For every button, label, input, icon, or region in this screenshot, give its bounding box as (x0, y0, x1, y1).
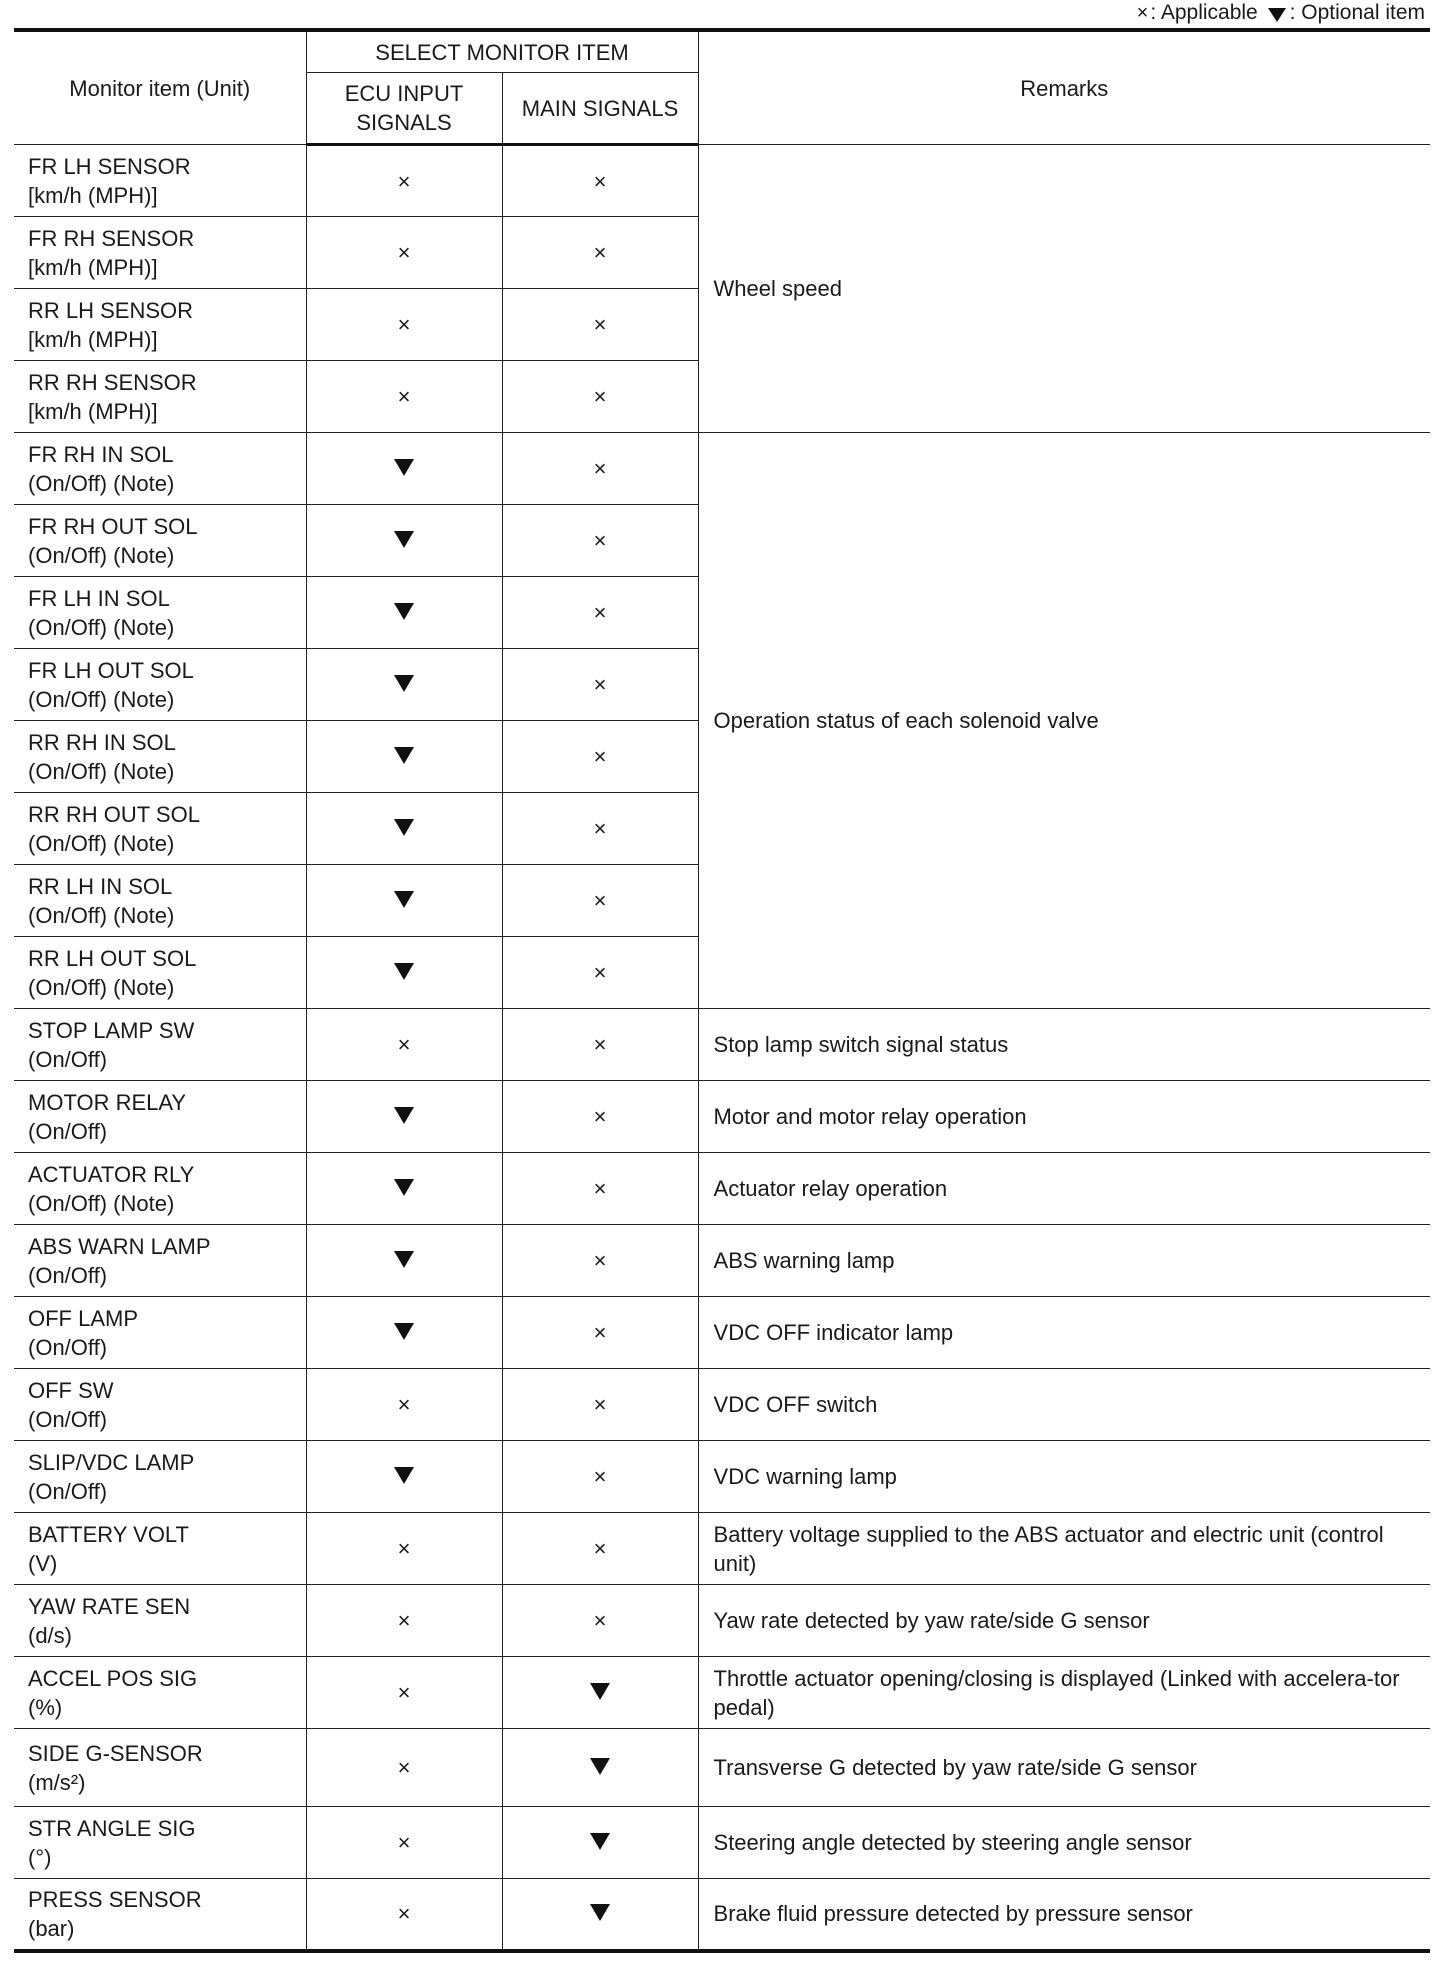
ecu-input-signals-mark (306, 649, 502, 721)
remarks-cell: VDC OFF indicator lamp (698, 1297, 1430, 1369)
monitor-item-unit: (bar) (28, 1915, 75, 1941)
optional-item-icon (394, 1467, 414, 1484)
monitor-item-unit: (On/Off) (28, 1262, 108, 1288)
table-row (14, 1009, 1430, 1081)
applicable-symbol: × (1136, 2, 1149, 24)
monitor-item-unit: (d/s) (28, 1622, 72, 1648)
optional-item-icon (394, 891, 414, 908)
monitor-item-cell (14, 433, 306, 505)
table-row (14, 1879, 1430, 1951)
monitor-item-name: ACTUATOR RLY (28, 1161, 195, 1187)
remarks-cell: VDC warning lamp (698, 1441, 1430, 1513)
ecu-input-signals-mark (306, 1513, 502, 1585)
monitor-item-name: FR LH IN SOL (28, 585, 170, 611)
remarks-cell: Motor and motor relay operation (698, 1081, 1430, 1153)
remarks-cell: ABS warning lamp (698, 1225, 1430, 1297)
monitor-item-unit: (On/Off) (Note) (28, 902, 175, 928)
applicable-icon: × (397, 1536, 411, 1561)
monitor-item-name: ACCEL POS SIG (28, 1665, 198, 1691)
applicable-icon: × (593, 1536, 607, 1561)
optional-item-icon (394, 1323, 414, 1340)
monitor-item-name: RR RH SENSOR (28, 369, 197, 395)
main-signals-mark (502, 1585, 698, 1657)
monitor-item-name: RR LH SENSOR (28, 297, 194, 323)
ecu-input-line1: ECU INPUT (344, 81, 464, 106)
monitor-item-name: YAW RATE SEN (28, 1593, 191, 1619)
optional-item-icon (394, 603, 414, 620)
applicable-icon: × (593, 600, 607, 625)
table-row (14, 1369, 1430, 1441)
monitor-item-name: FR LH SENSOR (28, 153, 191, 179)
monitor-item-unit: (On/Off) (28, 1118, 108, 1144)
applicable-icon: × (593, 1320, 607, 1345)
select-monitor-item-header: SELECT MONITOR ITEM (306, 30, 698, 73)
ecu-input-signals-mark (306, 1441, 502, 1513)
monitor-item-name: FR RH SENSOR (28, 225, 195, 251)
ecu-input-signals-mark (306, 361, 502, 433)
ecu-input-signals-mark (306, 1369, 502, 1441)
monitor-item-unit: (On/Off) (Note) (28, 974, 175, 1000)
optional-item-icon (394, 1251, 414, 1268)
main-signals-mark (502, 1729, 698, 1807)
main-signals-mark (502, 1009, 698, 1081)
main-signals-mark (502, 145, 698, 217)
remarks-cell: Actuator relay operation (698, 1153, 1430, 1225)
monitor-item-unit: (On/Off) (Note) (28, 1190, 175, 1216)
ecu-input-signals-mark (306, 1657, 502, 1729)
monitor-item-unit: (m/s²) (28, 1769, 86, 1795)
ecu-input-signals-mark (306, 289, 502, 361)
ecu-input-signals-mark (306, 1807, 502, 1879)
main-signals-mark (502, 1225, 698, 1297)
monitor-item-cell (14, 217, 306, 289)
ecu-input-signals-mark (306, 505, 502, 577)
main-signals-mark (502, 1879, 698, 1951)
monitor-item-name: MOTOR RELAY (28, 1089, 187, 1115)
monitor-item-unit: (On/Off) (Note) (28, 758, 175, 784)
applicable-icon: × (593, 1392, 607, 1417)
remarks-cell: Transverse G detected by yaw rate/side G sensor (698, 1729, 1430, 1807)
monitor-item-cell (14, 1153, 306, 1225)
optional-item-icon (394, 459, 414, 476)
monitor-item-cell (14, 505, 306, 577)
monitor-table (14, 28, 1430, 1953)
monitor-item-cell (14, 145, 306, 217)
ecu-input-signals-mark (306, 577, 502, 649)
ecu-input-line2: SIGNALS (356, 110, 452, 135)
monitor-item-unit: (V) (28, 1550, 58, 1576)
applicable-icon: × (397, 1680, 411, 1705)
remarks-cell: Wheel speed (698, 145, 1430, 433)
ecu-input-signals-header (306, 73, 502, 145)
monitor-item-cell (14, 1009, 306, 1081)
ecu-input-signals-mark (306, 1729, 502, 1807)
remarks-cell: Brake fluid pressure detected by pressure sensor (698, 1879, 1430, 1951)
applicable-icon: × (593, 1464, 607, 1489)
table-row (14, 1513, 1430, 1585)
ecu-input-signals-mark (306, 433, 502, 505)
monitor-item-name: RR RH OUT SOL (28, 801, 200, 827)
main-signals-mark (502, 433, 698, 505)
table-row (14, 1081, 1430, 1153)
applicable-icon: × (593, 528, 607, 553)
monitor-item-name: RR RH IN SOL (28, 729, 176, 755)
applicable-icon: × (593, 168, 607, 194)
table-row (14, 1441, 1430, 1513)
applicable-icon: × (397, 1608, 411, 1633)
main-signals-mark (502, 289, 698, 361)
table-body (14, 145, 1430, 1951)
ecu-input-signals-mark (306, 1009, 502, 1081)
applicable-label: : Applicable (1150, 1, 1258, 24)
table-row (14, 1225, 1430, 1297)
main-signals-mark (502, 865, 698, 937)
monitor-item-unit: (On/Off) (28, 1334, 108, 1360)
table-row (14, 145, 1430, 217)
applicable-icon: × (593, 1176, 607, 1201)
table-header (14, 30, 1430, 145)
remarks-cell: Yaw rate detected by yaw rate/side G sensor (698, 1585, 1430, 1657)
monitor-item-cell (14, 1369, 306, 1441)
optional-item-icon (394, 675, 414, 692)
applicable-icon: × (397, 1392, 411, 1417)
monitor-item-name: FR RH OUT SOL (28, 513, 198, 539)
monitor-item-unit: (On/Off) (Note) (28, 686, 175, 712)
table-row (14, 1153, 1430, 1225)
applicable-icon: × (593, 384, 607, 409)
remarks-cell: VDC OFF switch (698, 1369, 1430, 1441)
monitor-item-cell (14, 1297, 306, 1369)
main-signals-mark (502, 217, 698, 289)
ecu-input-signals-mark (306, 217, 502, 289)
monitor-item-name: STOP LAMP SW (28, 1017, 195, 1043)
applicable-icon: × (593, 960, 607, 985)
monitor-item-cell (14, 1081, 306, 1153)
applicable-icon: × (593, 1248, 607, 1273)
applicable-icon: × (397, 168, 411, 194)
optional-item-icon (590, 1758, 610, 1775)
applicable-icon: × (593, 888, 607, 913)
remarks-header: Remarks (698, 30, 1430, 145)
monitor-item-cell (14, 1225, 306, 1297)
main-signals-mark (502, 505, 698, 577)
applicable-icon: × (397, 1032, 411, 1057)
monitor-item-unit: [km/h (MPH)] (28, 254, 158, 280)
main-signals-mark (502, 721, 698, 793)
monitor-item-unit: (On/Off) (Note) (28, 614, 175, 640)
monitor-item-cell (14, 1729, 306, 1807)
main-signals-mark (502, 1807, 698, 1879)
table-row (14, 433, 1430, 505)
main-signals-mark (502, 649, 698, 721)
monitor-item-unit: (°) (28, 1844, 52, 1870)
main-signals-mark (502, 1297, 698, 1369)
applicable-icon: × (593, 816, 607, 841)
optional-item-icon (590, 1904, 610, 1921)
monitor-item-name: RR LH OUT SOL (28, 945, 197, 971)
monitor-item-unit: (On/Off) (Note) (28, 470, 175, 496)
table-row (14, 1807, 1430, 1879)
monitor-item-cell (14, 865, 306, 937)
monitor-item-name: BATTERY VOLT (28, 1521, 189, 1547)
monitor-item-name: SLIP/VDC LAMP (28, 1449, 195, 1475)
monitor-item-cell (14, 289, 306, 361)
main-signals-mark (502, 1441, 698, 1513)
main-signals-mark (502, 1513, 698, 1585)
main-signals-mark (502, 577, 698, 649)
monitor-item-name: PRESS SENSOR (28, 1886, 202, 1912)
monitor-item-cell (14, 649, 306, 721)
optional-item-icon (394, 963, 414, 980)
monitor-item-cell (14, 1657, 306, 1729)
ecu-input-signals-mark (306, 1225, 502, 1297)
applicable-icon: × (397, 1901, 411, 1927)
main-signals-mark (502, 1153, 698, 1225)
remarks-cell: Steering angle detected by steering angle sensor (698, 1807, 1430, 1879)
monitor-item-cell (14, 721, 306, 793)
monitor-item-unit: (On/Off) (Note) (28, 830, 175, 856)
applicable-icon: × (593, 1032, 607, 1057)
applicable-icon: × (593, 672, 607, 697)
optional-item-icon (394, 1179, 414, 1196)
ecu-input-signals-mark (306, 937, 502, 1009)
monitor-item-name: ABS WARN LAMP (28, 1233, 211, 1259)
monitor-item-unit: (On/Off) (Note) (28, 542, 175, 568)
monitor-item-cell (14, 793, 306, 865)
main-signals-mark (502, 361, 698, 433)
monitor-item-unit: [km/h (MPH)] (28, 398, 158, 424)
monitor-item-cell (14, 1513, 306, 1585)
table-row (14, 1585, 1430, 1657)
applicable-icon: × (593, 312, 607, 337)
table-row (14, 1729, 1430, 1807)
monitor-item-unit: (On/Off) (28, 1046, 108, 1072)
monitor-item-cell (14, 1585, 306, 1657)
monitor-item-unit: [km/h (MPH)] (28, 326, 158, 352)
main-signals-mark (502, 1081, 698, 1153)
main-signals-mark (502, 793, 698, 865)
optional-item-icon (394, 819, 414, 836)
applicable-icon: × (593, 744, 607, 769)
table-row (14, 1657, 1430, 1729)
optional-item-icon (394, 747, 414, 764)
applicable-icon: × (593, 1104, 607, 1129)
ecu-input-signals-mark (306, 1153, 502, 1225)
remarks-cell: Throttle actuator opening/closing is displayed (Linked with accelera-tor pedal) (698, 1657, 1430, 1729)
applicable-icon: × (593, 1608, 607, 1633)
monitor-item-name: FR RH IN SOL (28, 441, 174, 467)
main-signals-header: MAIN SIGNALS (502, 73, 698, 145)
monitor-item-unit: (%) (28, 1694, 63, 1720)
ecu-input-signals-mark (306, 1879, 502, 1951)
ecu-input-signals-mark (306, 793, 502, 865)
monitor-item-cell (14, 1879, 306, 1951)
monitor-item-name: FR LH OUT SOL (28, 657, 194, 683)
optional-label: : Optional item (1289, 1, 1425, 24)
legend (1137, 0, 1425, 26)
monitor-item-name: OFF SW (28, 1377, 114, 1403)
ecu-input-signals-mark (306, 721, 502, 793)
ecu-input-signals-mark (306, 1585, 502, 1657)
monitor-item-cell (14, 1807, 306, 1879)
optional-item-icon (394, 531, 414, 548)
remarks-cell: Operation status of each solenoid valve (698, 433, 1430, 1009)
ecu-input-signals-mark (306, 1081, 502, 1153)
monitor-item-unit: (On/Off) (28, 1406, 108, 1432)
monitor-item-name: OFF LAMP (28, 1305, 139, 1331)
monitor-item-header: Monitor item (Unit) (14, 30, 306, 145)
applicable-icon: × (397, 1830, 411, 1855)
applicable-icon: × (397, 312, 411, 337)
applicable-icon: × (593, 240, 607, 265)
monitor-item-cell (14, 937, 306, 1009)
monitor-item-unit: (On/Off) (28, 1478, 108, 1504)
monitor-item-unit: [km/h (MPH)] (28, 182, 158, 208)
main-signals-mark (502, 1657, 698, 1729)
monitor-item-name: SIDE G-SENSOR (28, 1740, 203, 1766)
optional-item-icon (590, 1683, 610, 1700)
monitor-item-cell (14, 1441, 306, 1513)
remarks-cell: Battery voltage supplied to the ABS actuator and electric unit (control unit) (698, 1513, 1430, 1585)
ecu-input-signals-mark (306, 865, 502, 937)
applicable-icon: × (593, 456, 607, 481)
optional-symbol-icon (1268, 3, 1286, 29)
monitor-item-cell (14, 577, 306, 649)
main-signals-mark (502, 937, 698, 1009)
main-signals-mark (502, 1369, 698, 1441)
table-row (14, 1297, 1430, 1369)
ecu-input-signals-mark (306, 1297, 502, 1369)
monitor-item-cell (14, 361, 306, 433)
remarks-cell: Stop lamp switch signal status (698, 1009, 1430, 1081)
optional-item-icon (590, 1833, 610, 1850)
applicable-icon: × (397, 384, 411, 409)
optional-item-icon (394, 1107, 414, 1124)
ecu-input-signals-mark (306, 145, 502, 217)
applicable-icon: × (397, 1755, 411, 1780)
applicable-icon: × (397, 240, 411, 265)
monitor-item-name: STR ANGLE SIG (28, 1815, 196, 1841)
monitor-item-name: RR LH IN SOL (28, 873, 173, 899)
